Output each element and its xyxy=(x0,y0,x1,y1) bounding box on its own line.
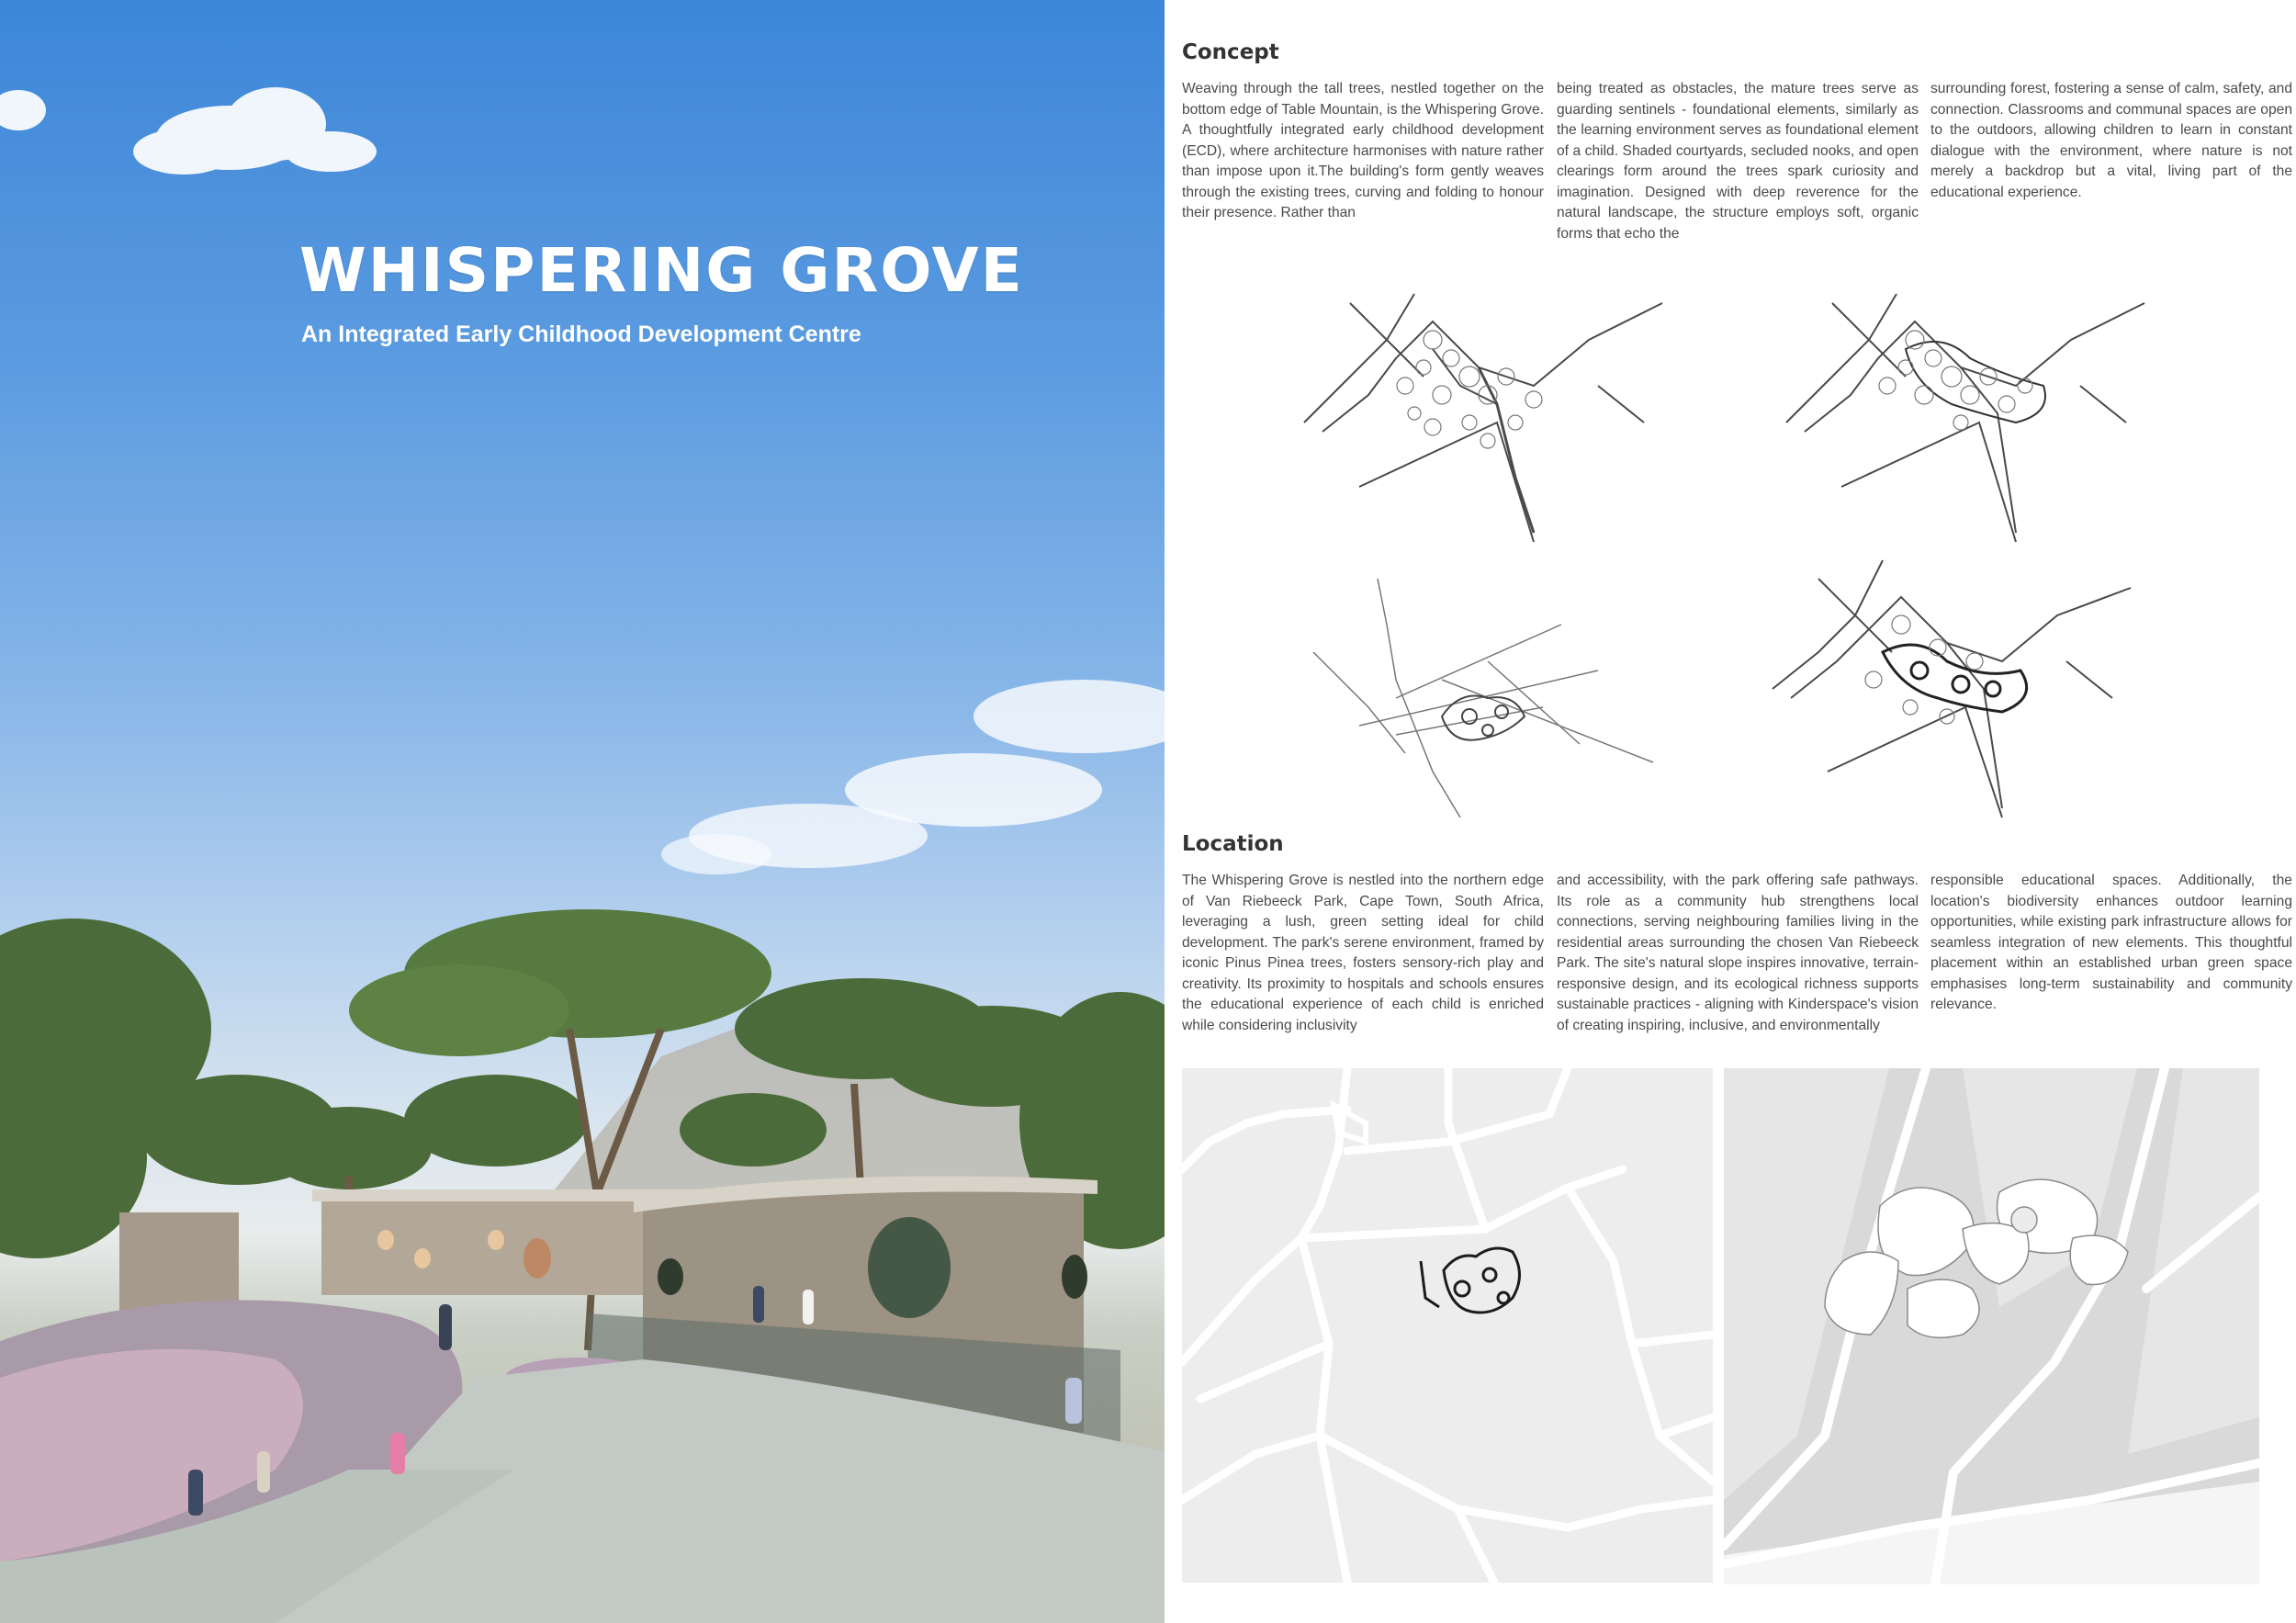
location-text-col3: responsible educational spaces. Additionally, the location's biodiversity enhances outdoor learning opportunities, while existing park infrastructure allows for seamless integration of new elements. This thoughtful placement within an established urban green space emphasises long-term sustainability and community relevance. xyxy=(1930,873,2292,1012)
concept-sketch-1 xyxy=(1295,266,1681,551)
location-text-col2: and accessibility, with the park offering safe pathways. Its role as a community hub strengthens local connections, serving neighbouring families living in the residential areas surrounding the chosen Van Riebeeck Park. The site's natural slope inspires innovative, terrain-responsive design, and its ecological richness supports sustainable practices - aligning with Kinderspace's vision of creating inspiring, inclusive, and environmentally xyxy=(1557,873,1919,1033)
concept-sketch-2 xyxy=(1777,266,2163,551)
project-title: WHISPERING GROVE xyxy=(299,235,1024,306)
location-text-col1: The Whispering Grove is nestled into the northern edge of Van Riebeeck Park, Cape Town, South Africa, leveraging a lush, green setting ideal for child development. The park's serene environment, framed by iconic Pinus Pinea trees, fosters sensory-rich play and creativity. Its proximity to hospitals and schools ensures the educational experience of each child is enriched while considering inclusivity xyxy=(1182,873,1544,1033)
project-subtitle: An Integrated Early Childhood Development Centre xyxy=(301,321,861,347)
concept-heading: Concept xyxy=(1182,40,1279,64)
concept-text-col2: being treated as obstacles, the mature trees serve as guarding sentinels - foundational elements, similarly as the learning environment serves as foundational element of a child. Shaded courtyards, secluded nooks, and open clearings form around the trees spark curiosity and imagination. Designed with deep reverence for the natural landscape, the structure employs soft, organic forms that echo the xyxy=(1557,81,1919,242)
cloud-shapes xyxy=(0,87,1165,874)
concept-text-col1: Weaving through the tall trees, nestled together on the bottom edge of Table Mountain, is the Whispering Grove. A thoughtfully integrated early childhood development (ECD), where architecture harmonises with nature rather than impose upon it.The building's form gently weaves through the existing trees, curving and folding to honour their presence. Rather than xyxy=(1182,81,1544,220)
location-heading: Location xyxy=(1182,832,1284,856)
concept-sketch-3 xyxy=(1304,569,1671,827)
concept-sketch-4 xyxy=(1763,551,2149,827)
site-massing-view xyxy=(1724,1068,2259,1584)
site-location-map xyxy=(1182,1068,1713,1583)
concept-text-col3: surrounding forest, fostering a sense of calm, safety, and connection. Classrooms and communal spaces are open to the outdoors, allowing children to learn in constant dialogue with the environment, where nature is not merely a backdrop but a vital, living part of the educational experience. xyxy=(1930,81,2292,200)
